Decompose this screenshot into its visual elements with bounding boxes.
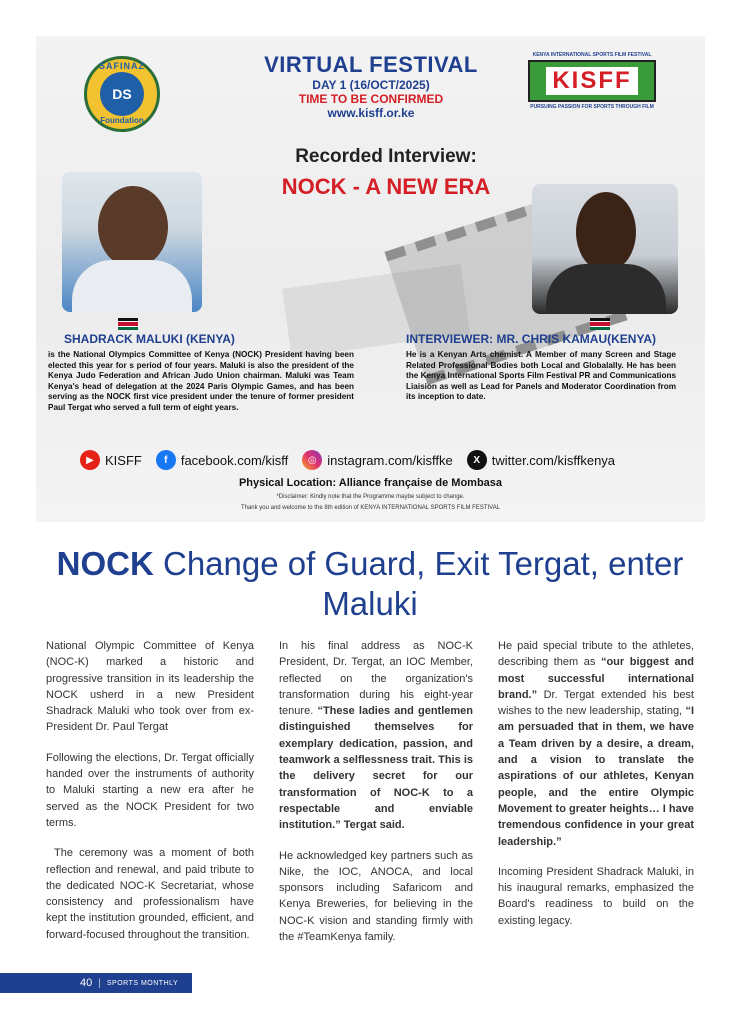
kisff-logo: KENYA INTERNATIONAL SPORTS FILM FESTIVAL KISFF PURSUING PASSION FOR SPORTS THROUGH FILM xyxy=(528,52,656,118)
tergat-quote: “These ladies and gentlemen distinguished themselves for exemplary dedication, passion, and teamwork a selflessness trait. This is the delivery secret for our transformation of NOC-K to a respectable and enviable institution.” Tergat said. xyxy=(279,705,474,832)
paragraph: He acknowledged key partners such as Nike, the IOC, ANOCA, and local sponsors including Safaricom and Kenya Breweries, for believing in the NOC-K vision and standing firmly with the #TeamKenya family. xyxy=(279,849,473,944)
interview-subtitle: NOCK - A NEW ERA xyxy=(281,174,491,199)
instagram-icon: ◎ xyxy=(302,450,322,470)
paragraph: The ceremony was a moment of both reflection and renewal, and paid tribute to the dedicated NOC-K Secretariat, whose consistency and professionalism have kept the institution grounded, efficient, and forward-focused throughout the transition. xyxy=(46,847,254,941)
athletes-quote: “our biggest and most successful international brand.” xyxy=(498,656,694,701)
social-instagram[interactable]: ◎ instagram.com/kisffke xyxy=(302,450,452,470)
interviewer-name: INTERVIEWER: MR. CHRIS KAMAU(KENYA) xyxy=(406,332,657,346)
article-headline: NOCK Change of Guard, Exit Tergat, enter Maluki xyxy=(56,545,684,622)
safinaz-foundation-logo: SAFINAZ DS Foundation xyxy=(84,56,160,132)
x-twitter-icon: X xyxy=(467,450,487,470)
physical-location: Physical Location: Alliance française de Mombasa xyxy=(238,477,503,489)
paragraph: He paid special tribute to the athletes, describing them as “our biggest and most successful international brand.” Dr. Tergat extended his best wishes to the new leadership, stating, “I am persuaded that in them, we have a Team driven by a desire, a dream, and a vision to translate the aspirations of our athletes, Kenyan people, and the entire Olympic Movement to greater heights… I have tremendous confidence in your great leadership.” xyxy=(498,640,695,848)
article-column-3 xyxy=(498,638,694,943)
youtube-icon: ▶ xyxy=(80,450,100,470)
paragraph: Incoming President Shadrack Maluki, in his inaugural remarks, emphasized the Board's readiness to build on the existing legacy. xyxy=(498,865,694,927)
interviewer-bio: He is a Kenyan Arts chemist. A Member of many Screen and Stage Related Professional Bodies both Local and Globalally. He has been the Kenya International Sports Film Festival PR and Communications Liaision as well as Lead for Panels and Moderator Coordination from its inception to date. xyxy=(406,350,676,402)
disclaimer: *Disclaimer: Kindly note that the Programme maybe subject to change. xyxy=(276,494,465,500)
paragraph: National Olympic Committee of Kenya (NOC-K) marked a historic and progressive transition in its leadership the NOCK usherd in a new President Shadrack Maluki who took over from ex-President Dr. Paul Tergat xyxy=(46,640,254,734)
article-column-2 xyxy=(279,638,473,959)
kenya-flag-icon xyxy=(590,318,610,330)
paragraph: Following the elections, Dr. Tergat officially handed over the instruments of authority to Maluki starting a new era after he served as the NOCK President for two terms. xyxy=(46,751,254,829)
festival-time: TIME TO BE CONFIRMED xyxy=(298,92,444,106)
guest-name: SHADRACK MALUKI (KENYA) xyxy=(64,332,235,346)
festival-info xyxy=(236,52,506,120)
social-twitter[interactable]: X twitter.com/kisffkenya xyxy=(467,450,615,470)
festival-day: DAY 1 (16/OCT/2025) xyxy=(312,78,430,92)
leadership-quote: “I am persuaded that in them, we have a Team driven by a desire, a dream, and a vision to translate the aspirations of our athletes, Kenyan people, and the entire Olympic Movement to greater heights… I have tremendous confidence in your great leadership.” xyxy=(498,705,695,848)
publication-name: SPORTS MONTHLY xyxy=(106,979,179,987)
safinaz-monogram: DS xyxy=(100,72,144,116)
festival-title: VIRTUAL FESTIVAL xyxy=(264,52,478,77)
interview-title: Recorded Interview: xyxy=(295,146,477,167)
guest-bio: is the National Olympics Committee of Kenya (NOCK) President having been elected this year for s period of four years. Maluki is also the president of the Kenya Judo Federation and African Judo Union chairman. Maluki was Team Kenya's head of delegation at the 2024 Paris Olympic Games, and has been serving as the NOCK first vice president under the tenure of former president Paul Tergat who served a full term of eight years. xyxy=(48,350,354,412)
social-links xyxy=(80,450,670,470)
social-youtube[interactable]: ▶ KISFF xyxy=(80,450,142,470)
event-poster xyxy=(36,36,705,522)
page-number: 40 xyxy=(80,977,93,989)
social-facebook[interactable]: f facebook.com/kisff xyxy=(156,450,288,470)
paragraph: In his final address as NOC-K President, Dr. Tergat, an IOC Member, reflected on the organization's transformation during his eight-year tenure. “These ladies and gentlemen distinguished themselves for exemplary dedication, passion, and teamwork a selflessness trait. This is the delivery secret for our transformation of NOC-K to a respectable and enviable institution.” Tergat said. xyxy=(279,640,474,832)
welcome-note: Thank you and welcome to the 8th edition of KENYA INTERNATIONAL SPORTS FILM FESTIVAL xyxy=(240,505,501,511)
guest-photo xyxy=(62,172,202,312)
page-footer: 40 | SPORTS MONTHLY xyxy=(0,973,192,993)
kenya-flag-icon xyxy=(118,318,138,330)
interviewer-photo xyxy=(532,184,678,314)
facebook-icon: f xyxy=(156,450,176,470)
article-column-1 xyxy=(46,638,254,957)
festival-url[interactable]: www.kisff.or.ke xyxy=(327,106,415,120)
kisff-logo-text: KISFF xyxy=(546,67,637,95)
